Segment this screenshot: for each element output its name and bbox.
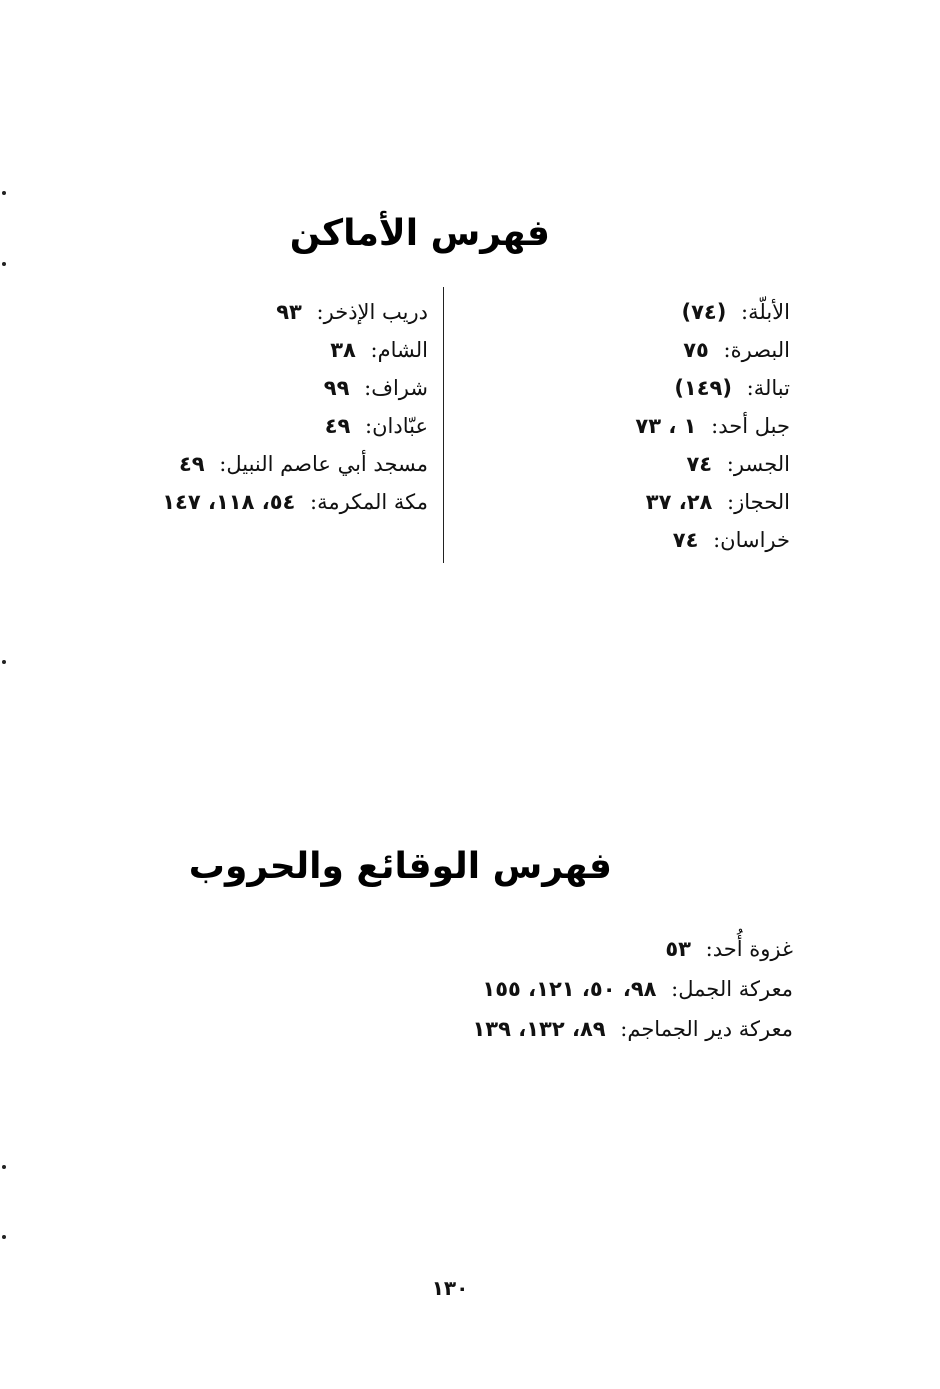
places-left-column [162, 293, 428, 521]
entry-pages: ٩٣ [276, 300, 302, 324]
entry-pages: ٣٨ [330, 338, 356, 362]
entry-pages: ٥٤، ١١٨، ١٤٧ [162, 490, 296, 514]
entry-pages: ١ ، ٧٣ [635, 414, 697, 438]
index-entry: عبّادان: ٤٩ [324, 414, 428, 438]
entry-name: الحجاز [734, 490, 790, 514]
scan-speck [2, 1165, 6, 1169]
index-entry: معركة دير الجماجم: ٨٩، ١٣٢، ١٣٩ [472, 1017, 793, 1041]
index-entry: خراسان: ٧٤ [672, 528, 790, 552]
entry-pages: ٧٥ [683, 338, 709, 362]
page-number: ١٣٠ [431, 1276, 469, 1300]
entry-name: جبل أحد [718, 414, 790, 438]
entry-name: معركة دير الجماجم [627, 1017, 793, 1041]
index-entry: جبل أحد: ١ ، ٧٣ [635, 414, 790, 438]
entry-pages: ٨٩، ١٣٢، ١٣٩ [472, 1017, 606, 1041]
index-entry: غزوة أُحد: ٥٣ [665, 937, 793, 961]
column-divider [443, 287, 444, 563]
index-entry: البصرة: ٧٥ [683, 338, 790, 362]
entry-pages: ٩٩ [323, 376, 350, 400]
entry-pages: ٧٤ [686, 452, 713, 476]
entry-pages: (٧٤) [681, 300, 727, 324]
entry-name: الشام [377, 338, 428, 362]
index-entry: الشام: ٣٨ [330, 338, 428, 362]
places-right-column [635, 293, 790, 559]
index-entry: الجسر: ٧٤ [686, 452, 790, 476]
entry-name: مسجد أبي عاصم النبيل [226, 452, 428, 476]
entry-name: البصرة [730, 338, 790, 362]
index-entry: معركة الجمل: ٩٨، ٥٠، ١٢١، ١٥٥ [482, 977, 793, 1001]
entry-name: تبالة [753, 376, 790, 400]
index-entry: مكة المكرمة: ٥٤، ١١٨، ١٤٧ [162, 490, 428, 514]
entry-name: الأبلّة [748, 300, 790, 324]
entry-name: شراف [371, 376, 428, 400]
entry-pages: ٥٣ [665, 937, 691, 961]
scan-speck [2, 262, 6, 266]
entry-pages: ٧٤ [672, 528, 699, 552]
entry-name: عبّادان [372, 414, 428, 438]
entry-pages: (١٤٩) [674, 376, 732, 400]
index-entry: الحجاز: ٢٨، ٣٧ [645, 490, 790, 514]
index-entry: مسجد أبي عاصم النبيل: ٤٩ [178, 452, 428, 476]
entry-pages: ٤٩ [178, 452, 205, 476]
places-index-title: فهرس الأماكن [289, 213, 550, 254]
scan-speck [2, 1235, 6, 1239]
scan-speck [2, 191, 6, 195]
entry-name: دريب الإذخر [323, 300, 428, 324]
scan-speck [2, 660, 6, 664]
index-entry: تبالة: (١٤٩) [674, 376, 790, 400]
events-list [472, 929, 793, 1049]
entry-name: الجسر [733, 452, 790, 476]
events-index-title: فهرس الوقائع والحروب [188, 846, 612, 887]
index-entry: الأبلّة: (٧٤) [681, 300, 790, 324]
entry-pages: ٢٨، ٣٧ [645, 490, 713, 514]
entry-pages: ٤٩ [324, 414, 351, 438]
entry-pages: ٩٨، ٥٠، ١٢١، ١٥٥ [482, 977, 657, 1001]
index-entry: دريب الإذخر: ٩٣ [276, 300, 428, 324]
index-entry: شراف: ٩٩ [323, 376, 428, 400]
entry-name: خراسان [720, 528, 790, 552]
entry-name: معركة الجمل [678, 977, 793, 1001]
entry-name: مكة المكرمة [317, 490, 428, 514]
entry-name: غزوة أُحد [712, 937, 793, 961]
